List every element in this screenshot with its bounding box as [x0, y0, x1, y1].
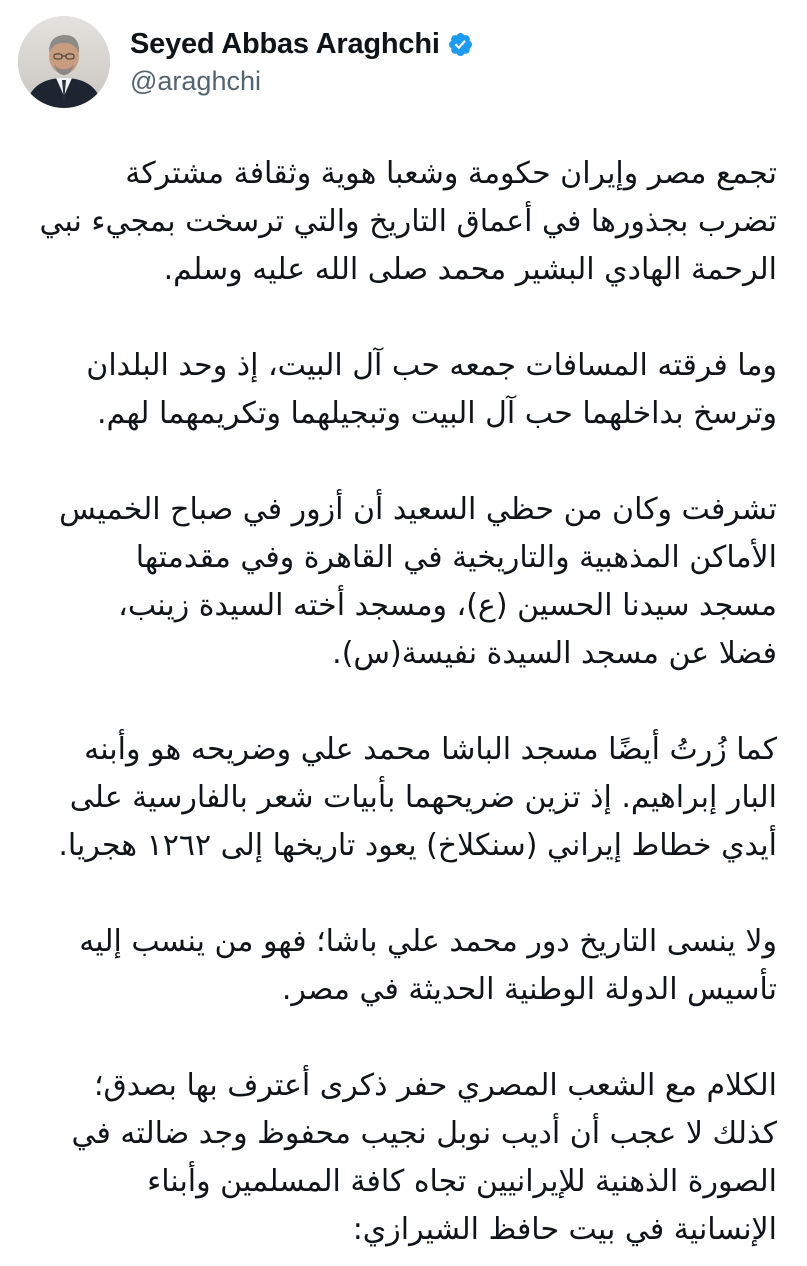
tweet-paragraph-6: الكلام مع الشعب المصري حفر ذكرى أعترف بها بصدق؛ كذلك لا عجب أن أديب نوبل نجيب محفوظ وجد ضالته في الصورة الذهنية للإيرانيين تجاه كافة المسلمين وأبناء الإنسانية في بيت حافظ الشيرازي: — [71, 1068, 777, 1247]
author-identity — [130, 26, 474, 98]
tweet-paragraph-3: تشرفت وكان من حظي السعيد أن أزور في صباح الخميس الأماكن المذهبية والتاريخية في القاهرة وفي مقدمتها مسجد سيدنا الحسين (ع)، ومسجد أخته السيدة زينب، فضلا عن مسجد السيدة نفيسة(س). — [59, 492, 777, 671]
avatar-image — [18, 16, 110, 108]
tweet-paragraph-2: وما فرقته المسافات جمعه حب آل البيت، إذ وحد البلدان وترسخ بداخلهما حب آل البيت وتبجيلهما وتكريمهما لهم. — [86, 348, 777, 431]
name-row — [130, 26, 474, 62]
author-handle[interactable]: @araghchi — [130, 66, 261, 96]
avatar[interactable] — [18, 16, 110, 108]
tweet-paragraph-4: كما زُرتُ أيضًا مسجد الباشا محمد علي وضريحه هو وأبنه البار إبراهيم. إذ تزين ضريحهما بأبيات شعر بالفارسية على أيدي خطاط إيراني (سنكلاخ) يعود تاريخها إلى ١٢٦٢ هجريا. — [58, 732, 777, 863]
tweet-paragraph-5: ولا ينسى التاريخ دور محمد علي باشا؛ فهو من ينسب إليه تأسيس الدولة الوطنية الحديثة في مصر. — [79, 924, 777, 1007]
tweet-text — [30, 150, 777, 1254]
author-display-name[interactable]: Seyed Abbas Araghchi — [130, 28, 440, 60]
tweet-paragraph-1: تجمع مصر وإيران حكومة وشعبا هوية وثقافة مشتركة تضرب بجذورها في أعماق التاريخ والتي ترسخت بمجيء نبي الرحمة الهادي البشير محمد صلى الله عليه وسلم. — [39, 156, 777, 287]
tweet-header — [18, 16, 474, 108]
verified-badge-icon — [447, 31, 474, 58]
